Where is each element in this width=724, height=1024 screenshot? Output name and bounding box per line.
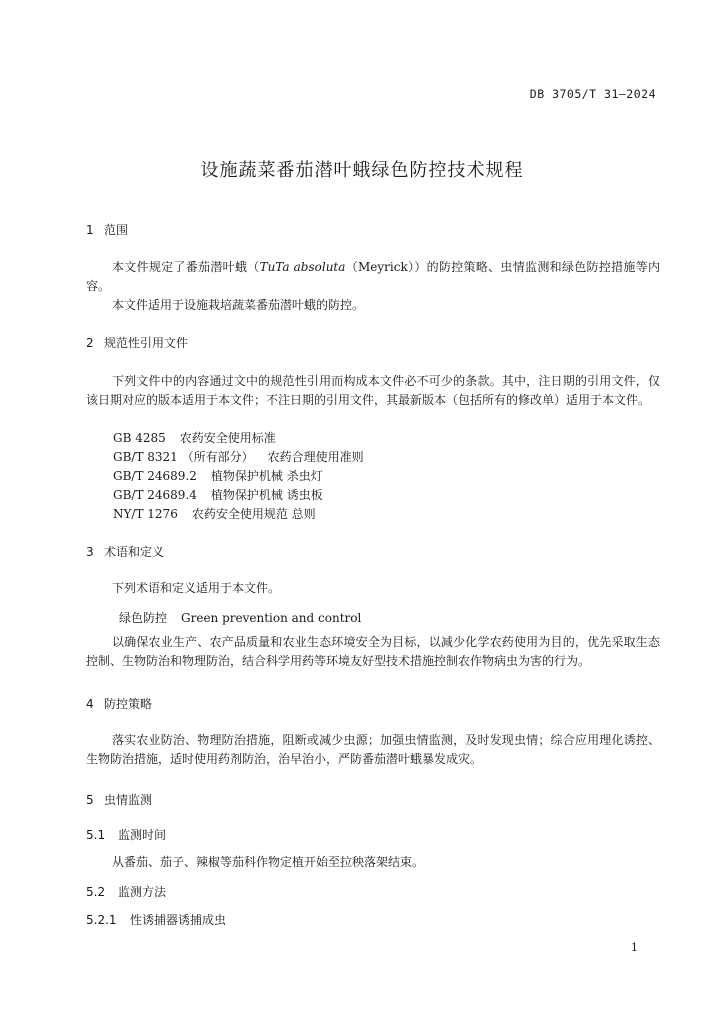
reference-item: [113, 448, 364, 465]
term-chinese: 绿色防控: [119, 611, 168, 625]
section-number: 5.2.1: [86, 913, 117, 927]
term-definition: 以确保农业生产、农产品质量和农业生态环境安全为目标，以减少化学农药使用为目的，优先采取生态控制、生物防治和物理防治，结合科学用药等环境友好型技术措施控制农作物病虫为害的行为。: [86, 635, 660, 668]
section-5-heading: [86, 791, 152, 808]
section-1-paragraph-1: [86, 258, 660, 296]
subsection-5-1-paragraph: 从番茄、茄子、辣椒等茄科作物定植开始至拉秧落架结束。: [112, 855, 425, 869]
section-1-heading: [86, 221, 128, 238]
reference-code: GB/T 24689.4: [113, 488, 197, 502]
section-title: 术语和定义: [104, 545, 165, 559]
section-title: 范围: [104, 223, 129, 237]
document-number: DB 3705/T 31—2024: [529, 87, 656, 101]
term-english: Green prevention and control: [181, 611, 362, 625]
section-number: 1: [86, 223, 94, 237]
section-number: 2: [86, 336, 94, 350]
section-title: 性诱捕器诱捕成虫: [130, 913, 227, 927]
reference-title: 农药安全使用标准: [179, 431, 276, 445]
reference-item: [113, 429, 276, 446]
section-number: 5.1: [86, 828, 106, 842]
reference-item: [113, 467, 323, 484]
document-title: 设施蔬菜番茄潜叶蛾绿色防控技术规程: [200, 160, 524, 181]
species-name: TuTa absoluta: [259, 260, 346, 274]
section-3-intro: 下列术语和定义适用于本文件。: [112, 581, 281, 595]
reference-item: [113, 505, 316, 522]
reference-title: 植物保护机械 杀虫灯: [210, 469, 323, 483]
section-title: 规范性引用文件: [104, 336, 189, 350]
reference-code: GB/T 8321 （所有部分）: [113, 450, 254, 464]
reference-title: 植物保护机械 诱虫板: [210, 488, 323, 502]
reference-title: 农药安全使用规范 总则: [191, 507, 316, 521]
reference-code: GB/T 24689.2: [113, 469, 197, 483]
reference-title: 农药合理使用准则: [267, 450, 364, 464]
section-number: 5: [86, 793, 94, 807]
section-2-intro: 下列文件中的内容通过文中的规范性引用而构成本文件必不可少的条款。其中，注日期的引用文件，仅该日期对应的版本适用于本文件；不注日期的引用文件，其最新版本（包括所有的修改单）适用于本文件。: [86, 374, 660, 407]
section-title: 防控策略: [104, 697, 153, 711]
section-3-heading: [86, 543, 164, 560]
section-4-heading: [86, 695, 152, 712]
text-run: （Meyrick））的防控策略、虫情监测和绿色防控措施等内容。: [86, 260, 660, 293]
section-4-paragraph: 落实农业防治、物理防治措施，阻断或减少虫源；加强虫情监测，及时发现虫情；综合应用理化诱控、生物防治措施，适时使用药剂防治，治早治小，严防番茄潜叶蛾暴发成灾。: [86, 733, 660, 766]
subsection-5-2-heading: [86, 883, 166, 900]
reference-code: NY/T 1276: [113, 507, 178, 521]
section-title: 监测时间: [118, 828, 167, 842]
section-number: 5.2: [86, 885, 106, 899]
reference-code: GB 4285: [113, 431, 166, 445]
page-number: 1: [631, 941, 638, 954]
section-2-heading: [86, 334, 188, 351]
subsection-5-2-1-heading: [86, 911, 226, 928]
reference-item: [113, 486, 323, 503]
section-number: 3: [86, 545, 94, 559]
section-1-paragraph-2: 本文件适用于设施栽培蔬菜番茄潜叶蛾的防控。: [112, 298, 365, 312]
section-title: 监测方法: [118, 885, 167, 899]
subsection-5-1-heading: [86, 826, 166, 843]
section-title: 虫情监测: [104, 793, 153, 807]
text-run: 本文件规定了番茄潜叶蛾（: [112, 260, 260, 274]
section-number: 4: [86, 697, 94, 711]
term-entry: [119, 609, 361, 626]
